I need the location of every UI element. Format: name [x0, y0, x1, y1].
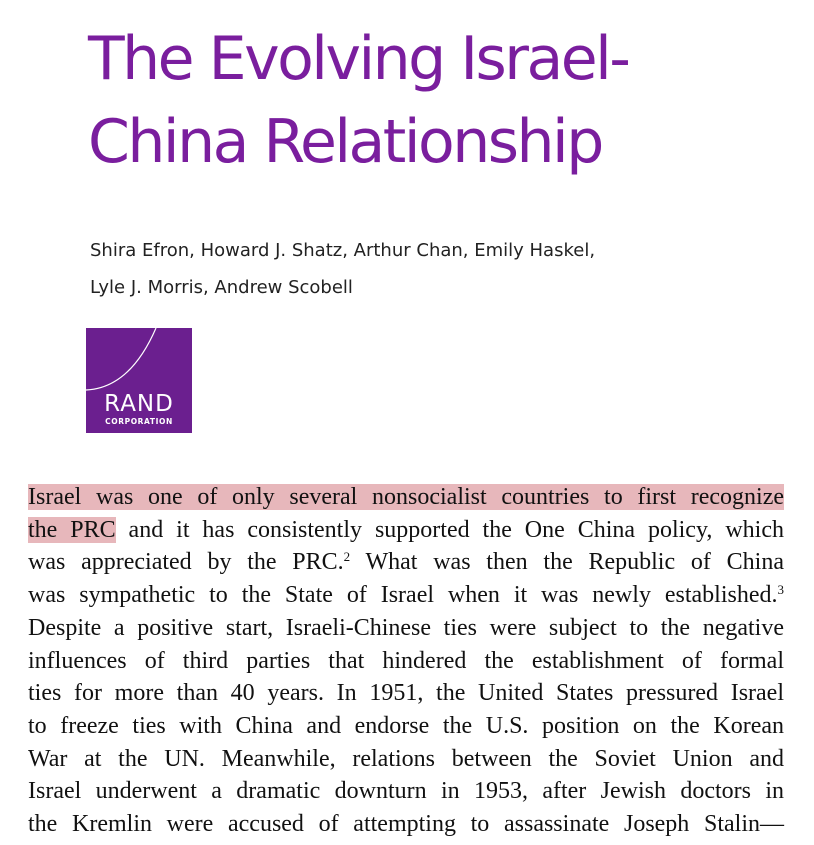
footnote-3[interactable]: 3	[777, 582, 784, 598]
title-line-1: The Evolving Israel-	[88, 24, 629, 94]
body-line-6: influences of third parties that hindered the establishment of formal	[28, 647, 784, 674]
logo-subtitle: CORPORATION	[105, 417, 173, 426]
logo-name: RAND	[104, 391, 174, 417]
body-line-11: the Kremlin were accused of attempting to assassinate Joseph Stalin—	[28, 811, 784, 838]
body-line-7: ties for more than 40 years. In 1951, the United States pressured Israel	[28, 680, 784, 707]
body-line-2	[28, 514, 784, 547]
body-line-1	[28, 481, 784, 514]
body-paragraph	[28, 481, 784, 841]
rand-logo	[86, 328, 192, 433]
body-line-9: War at the UN. Meanwhile, relations between the Soviet Union and	[28, 745, 784, 772]
body-line-5: Despite a positive start, Israeli-Chinese ties were subject to the negative	[28, 614, 784, 641]
highlighted-text-1: Israel was one of only several nonsocialist countries to first recognize	[28, 484, 784, 510]
body-line-3-start: was appreciated by the PRC.	[28, 549, 344, 576]
body-line-3-rest: What was then the Republic of China	[350, 549, 784, 576]
author-line-1: Shira Efron, Howard J. Shatz, Arthur Chan, Emily Haskel,	[90, 240, 596, 261]
body-line-4	[28, 579, 784, 612]
body-line-10: Israel underwent a dramatic downturn in 1953, after Jewish doctors in	[28, 778, 784, 805]
body-line-2-rest: and it has consistently supported the One China policy, which	[115, 516, 784, 543]
highlighted-text-2: the PRC	[28, 516, 116, 543]
body-line-8: to freeze ties with China and endorse the U.S. position on the Korean	[28, 712, 784, 739]
body-line-4-text: was sympathetic to the State of Israel when it was newly established.	[28, 582, 778, 609]
report-title	[88, 18, 628, 184]
author-line-2: Lyle J. Morris, Andrew Scobell	[90, 277, 353, 298]
author-list	[90, 232, 595, 306]
body-line-3	[28, 546, 784, 579]
title-line-2: China Relationship	[88, 107, 602, 177]
footnote-2[interactable]: 2	[343, 549, 351, 565]
